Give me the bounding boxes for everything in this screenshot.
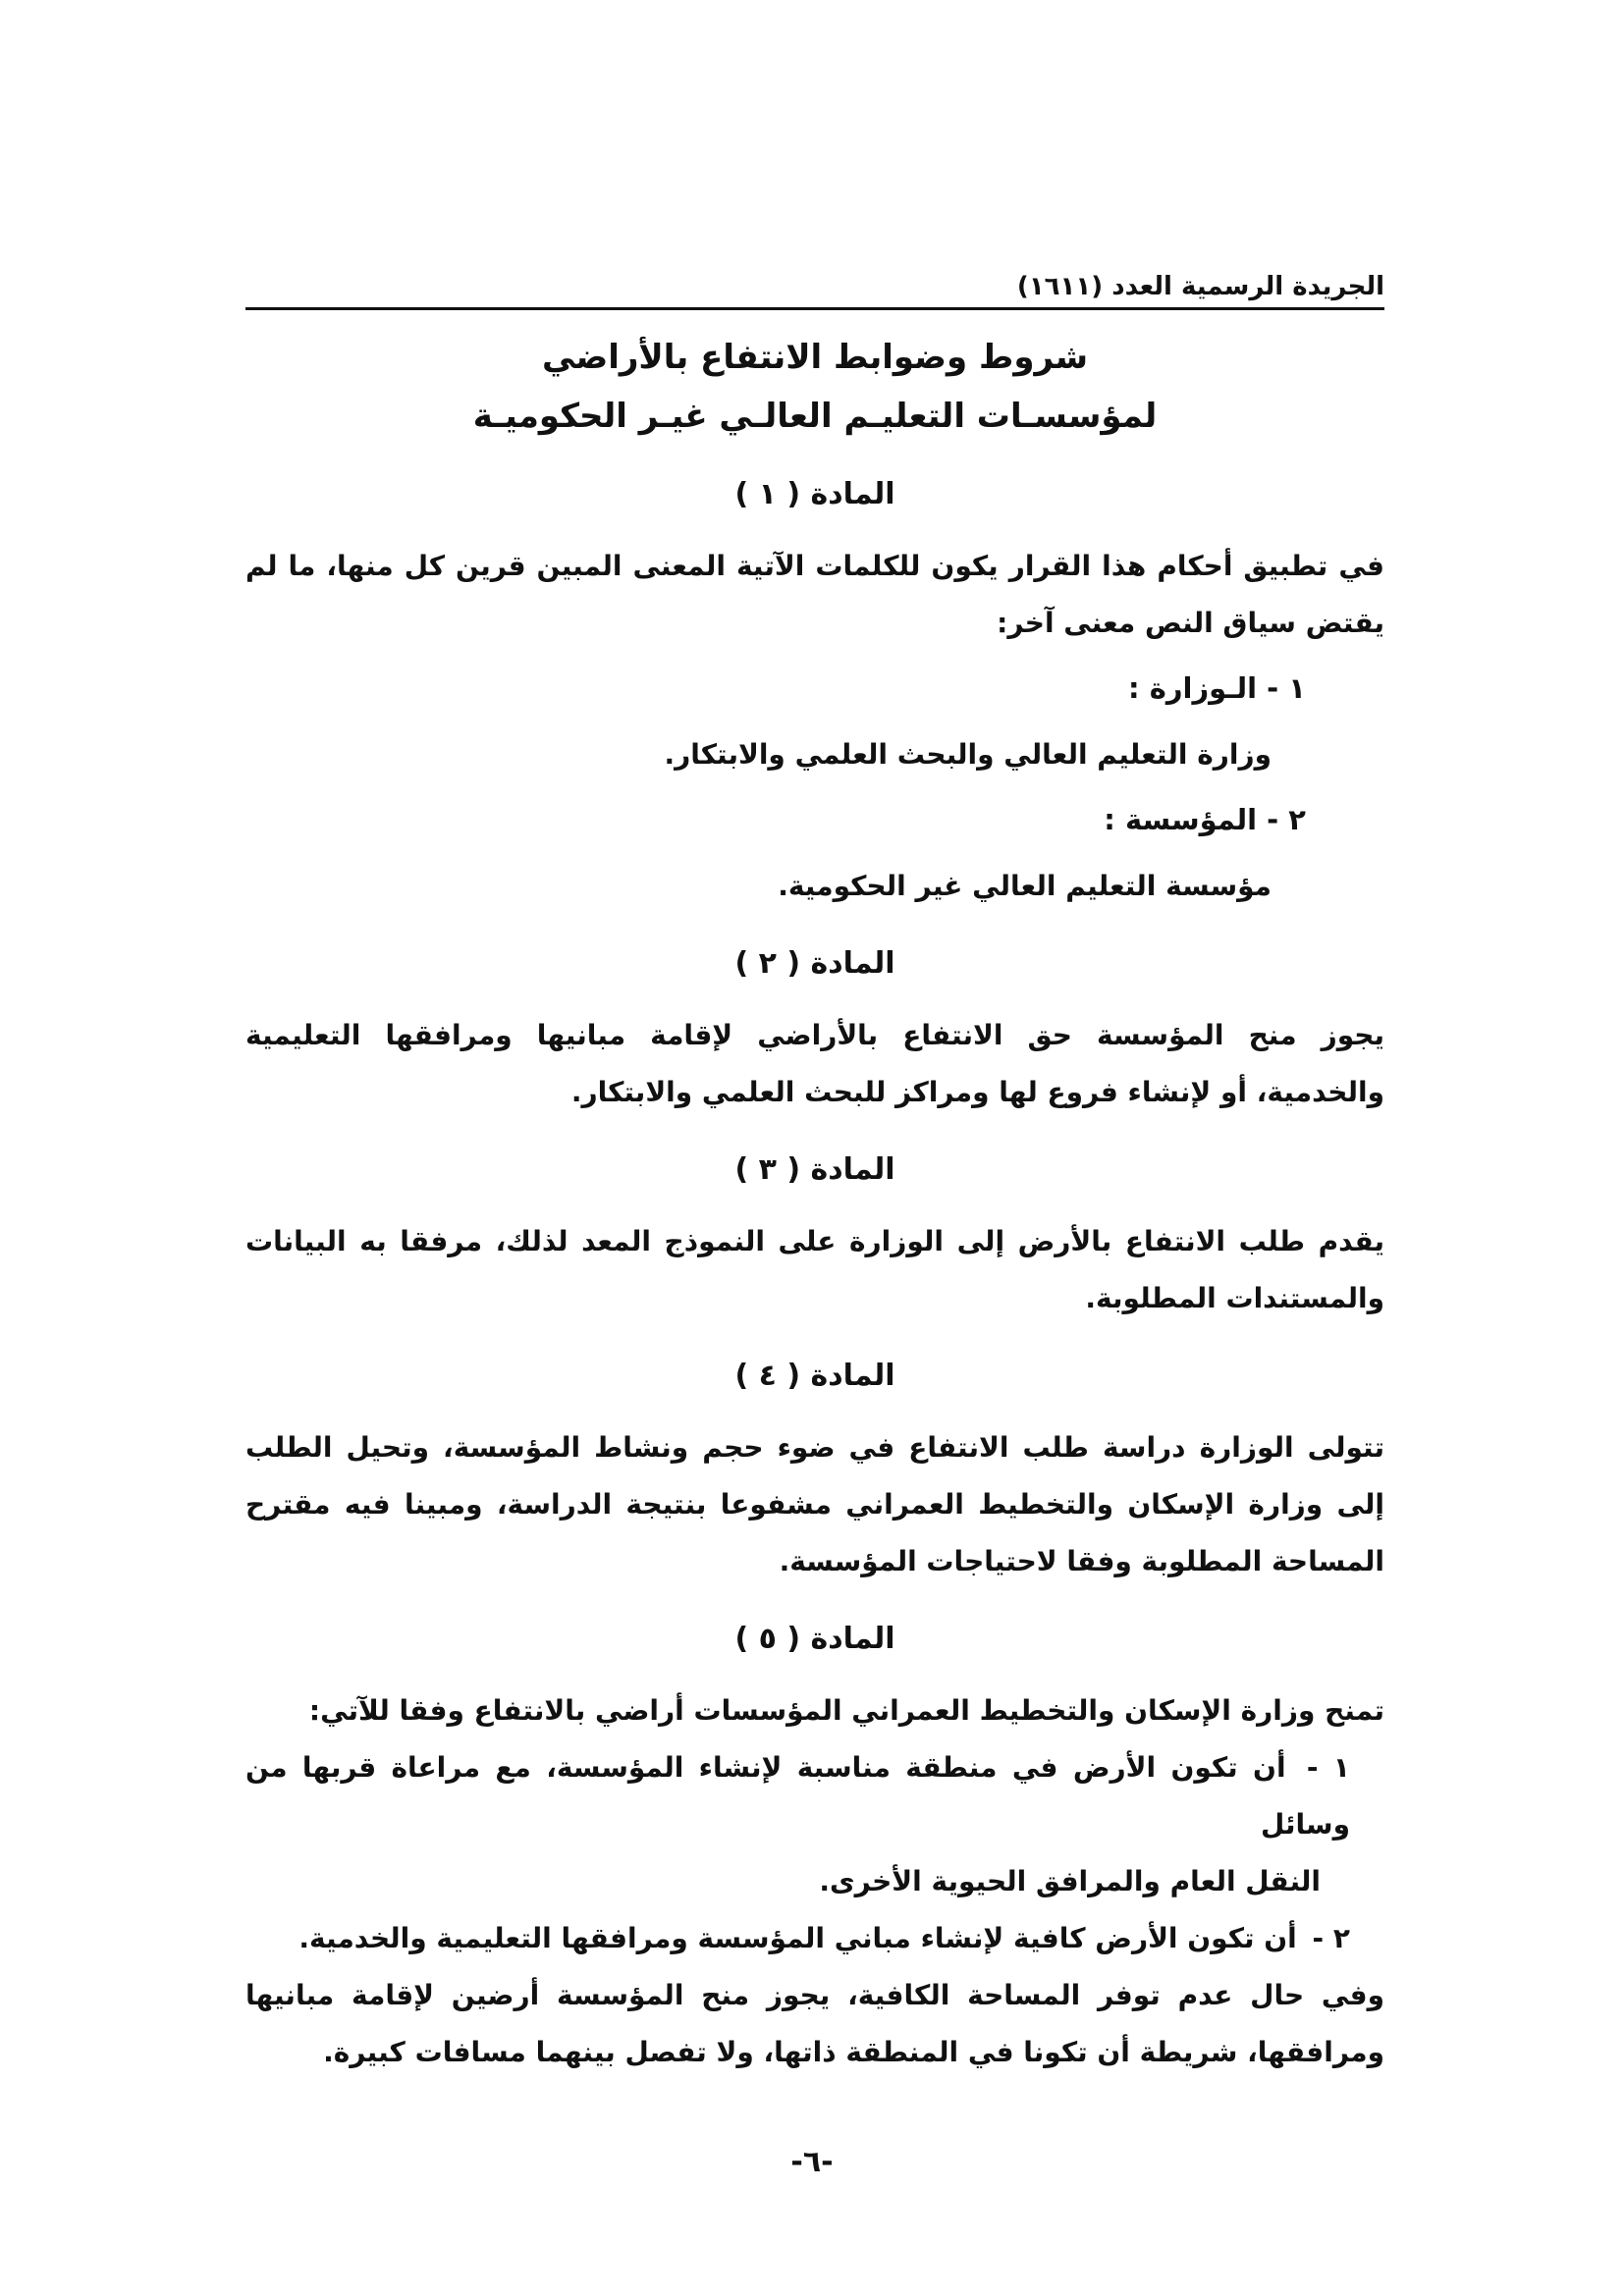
article-4-text: تتولى الوزارة دراسة طلب الانتفاع في ضوء حجم ونشاط المؤسسة، وتحيل الطلب إلى وزارة الإسكان والتخطيط العمراني مشفوعا بنتيجة الدراسة، ومبينا فيه مقترح المساحة المطلوبة وفقا لاحتياجات المؤسسة.	[245, 1431, 1384, 1577]
article-1-intro: في تطبيق أحكام هذا القرار يكون للكلمات الآتية المعنى المبين قرين كل منها، ما لم يقتض سياق النص معنى آخر:	[245, 550, 1384, 639]
article-5-title: المادة ( ٥ )	[734, 1622, 895, 1656]
definition-institution-term: ٢ - المؤسسة :	[1104, 803, 1306, 836]
article-3-text: يقدم طلب الانتفاع بالأرض إلى الوزارة على النموذج المعد لذلك، مرفقا به البيانات والمستندات المطلوبة.	[245, 1225, 1384, 1314]
definition-ministry-term: ١ - الـوزارة :	[1128, 671, 1306, 705]
article-5-intro: تمنح وزارة الإسكان والتخطيط العمراني المؤسسات أراضي بالانتفاع وفقا للآتي:	[308, 1694, 1384, 1727]
document-title-line-1: شروط وضوابط الانتفاع بالأراضي	[541, 338, 1089, 377]
article-5-item-1-line-2: النقل العام والمرافق الحيوية الأخرى.	[819, 1865, 1321, 1897]
gazette-header	[245, 250, 1384, 310]
article-2-title: المادة ( ٢ )	[734, 946, 895, 981]
article-5-item-2-number: ٢ -	[1312, 1922, 1350, 1954]
document-title	[245, 328, 1384, 446]
article-3-title: المادة ( ٣ )	[734, 1152, 895, 1187]
article-5-closing: وفي حال عدم توفر المساحة الكافية، يجوز منح المؤسسة أرضين لإقامة مبانيها ومرافقها، شريطة أن تكونا في المنطقة ذاتها، ولا تفصل بينهما مسافات كبيرة.	[245, 1979, 1384, 2068]
page-number: -٦-	[790, 2145, 834, 2179]
gazette-header-text: الجريدة الرسمية العدد (١٦١١)	[1016, 272, 1384, 301]
document-title-line-2: لمؤسسـات التعليـم العالـي غيـر الحكوميـة	[472, 397, 1158, 436]
article-5-item-2	[245, 1910, 1384, 1967]
article-1-title: المادة ( ١ )	[734, 477, 895, 511]
document-page	[245, 250, 1384, 2081]
article-2-text: يجوز منح المؤسسة حق الانتفاع بالأراضي لإقامة مبانيها ومرافقها التعليمية والخدمية، أو لإنشاء فروع لها ومراكز للبحث العلمي والابتكار.	[245, 1019, 1384, 1108]
definition-ministry-value: وزارة التعليم العالي والبحث العلمي والابتكار.	[664, 738, 1272, 771]
article-4-title: المادة ( ٤ )	[734, 1359, 895, 1393]
definition-institution-value: مؤسسة التعليم العالي غير الحكومية.	[778, 870, 1272, 902]
article-5-item-1-line-1: أن تكون الأرض في منطقة مناسبة لإنشاء المؤسسة، مع مراعاة قربها من وسائل	[245, 1751, 1350, 1841]
article-5-item-2-text: أن تكون الأرض كافية لإنشاء مباني المؤسسة ومرافقها التعليمية والخدمية.	[298, 1922, 1297, 1954]
article-5-item-1-number: ١ -	[1306, 1751, 1350, 1784]
article-5-item-1	[245, 1739, 1384, 1910]
